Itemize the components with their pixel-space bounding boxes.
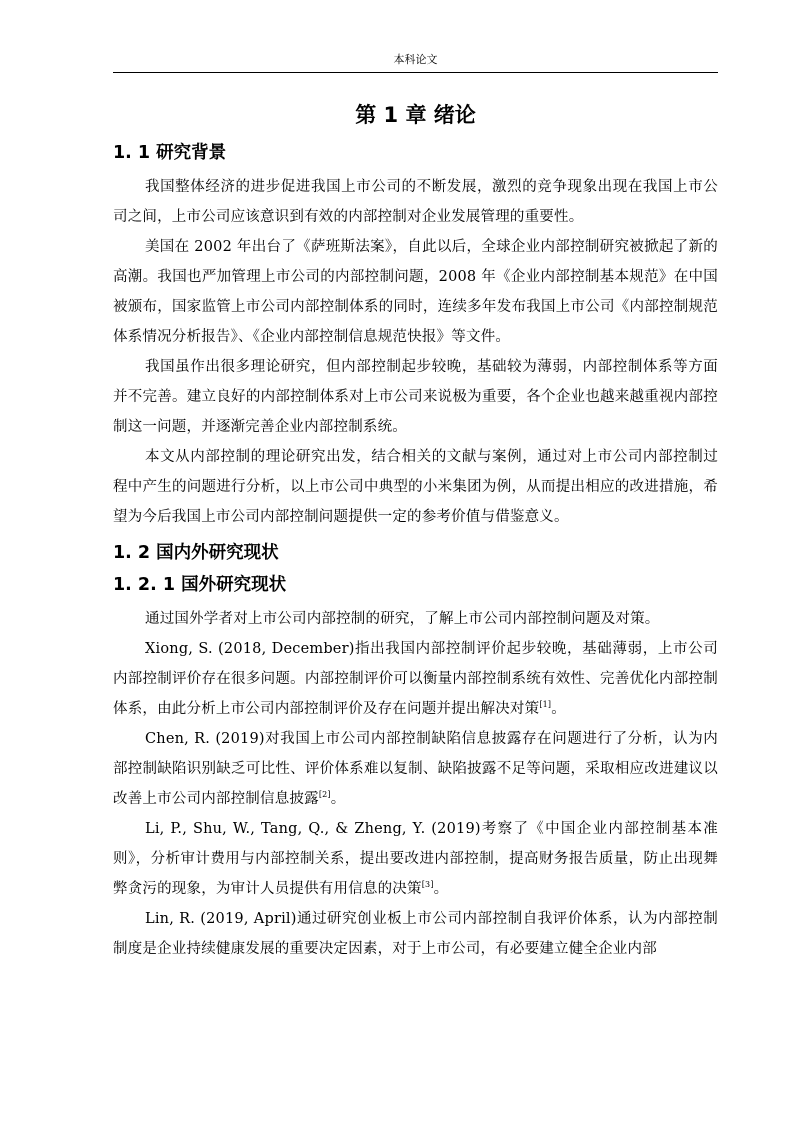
reference-text: Lin, R. (2019, April)通过研究创业板上市公司内部控制自我评价体系，认为内部控制制度是企业持续健康发展的重要决定因素，对于上市公司，有必要建立健全企业内部 [113,911,718,957]
reference-text: Chen, R. (2019)对我国上市公司内部控制缺陷信息披露存在问题进行了分析，认为内部控制缺陷识别缺乏可比性、评价体系难以复制、缺陷披露不足等问题，采取相应改进建议以改善上市公司内部控制信息披露 [113,731,718,807]
chapter-title: 第 1 章 绪论 [355,103,476,127]
sentence-end: 。 [433,881,449,897]
citation-marker: [3] [421,880,434,890]
sentence-end: 。 [551,701,566,717]
paragraph: 我国整体经济的进步促进我国上市公司的不断发展，激烈的竞争现象出现在我国上市公司之间，上市公司应该意识到有效的内部控制对企业发展管理的重要性。 [113,179,718,225]
page-content [113,98,718,964]
sentence-end: 。 [330,791,346,807]
paragraph: 本文从内部控制的理论研究出发，结合相关的文献与案例，通过对上市公司内部控制过程中产生的问题进行分析，以上市公司中典型的小米集团为例，从而提出相应的改进措施，希望为今后我国上市公司内部控制问题提供一定的参考价值与借鉴意义。 [113,449,718,525]
header-divider [113,72,718,73]
citation-marker: [2] [318,790,331,800]
reference-paragraph [113,634,718,724]
reference-paragraph [113,904,718,964]
paragraph: 通过国外学者对上市公司内部控制的研究，了解上市公司内部控制问题及对策。 [145,611,660,627]
running-header: 本科论文 [393,53,438,66]
reference-paragraph [113,814,718,904]
reference-text: Li, P., Shu, W., Tang, Q., & Zheng, Y. (2019)考察了《中国企业内部控制基本准则》，分析审计费用与内部控制关系，提出要改进内部控制，提高财务报告质量，防止出现舞弊贪污的现象，为审计人员提供有用信息的决策 [113,821,718,897]
section-title-1-1: 1. 1 研究背景 [113,143,227,163]
subsection-title-1-2-1: 1. 2. 1 国外研究现状 [113,575,287,595]
document-page [113,0,718,1122]
paragraph: 我国虽作出很多理论研究，但内部控制起步较晚，基础较为薄弱，内部控制体系等方面并不完善。建立良好的内部控制体系对上市公司来说极为重要，各个企业也越来越重视内部控制这一问题，并逐渐完善企业内部控制系统。 [113,359,718,435]
reference-text: Xiong, S. (2018, December)指出我国内部控制评价起步较晚，基础薄弱，上市公司内部控制评价存在很多问题。内部控制评价可以衡量内部控制系统有效性、完善优化内部控制体系，由此分析上市公司内部控制评价及存在问题并提出解决对策 [113,641,718,717]
reference-paragraph [113,724,718,814]
citation-marker: [1] [539,700,552,710]
section-title-1-2: 1. 2 国内外研究现状 [113,543,279,563]
paragraph: 美国在 2002 年出台了《萨班斯法案》，自此以后，全球企业内部控制研究被掀起了新的高潮。我国也严加管理上市公司的内部控制问题，2008 年《企业内部控制基本规范》在中国被颁布，国家监管上市公司内部控制体系的同时，连续多年发布我国上市公司《内部控制规范体系情况分析报告》、《企业内部控制信息规范快报》等文件。 [113,239,718,345]
